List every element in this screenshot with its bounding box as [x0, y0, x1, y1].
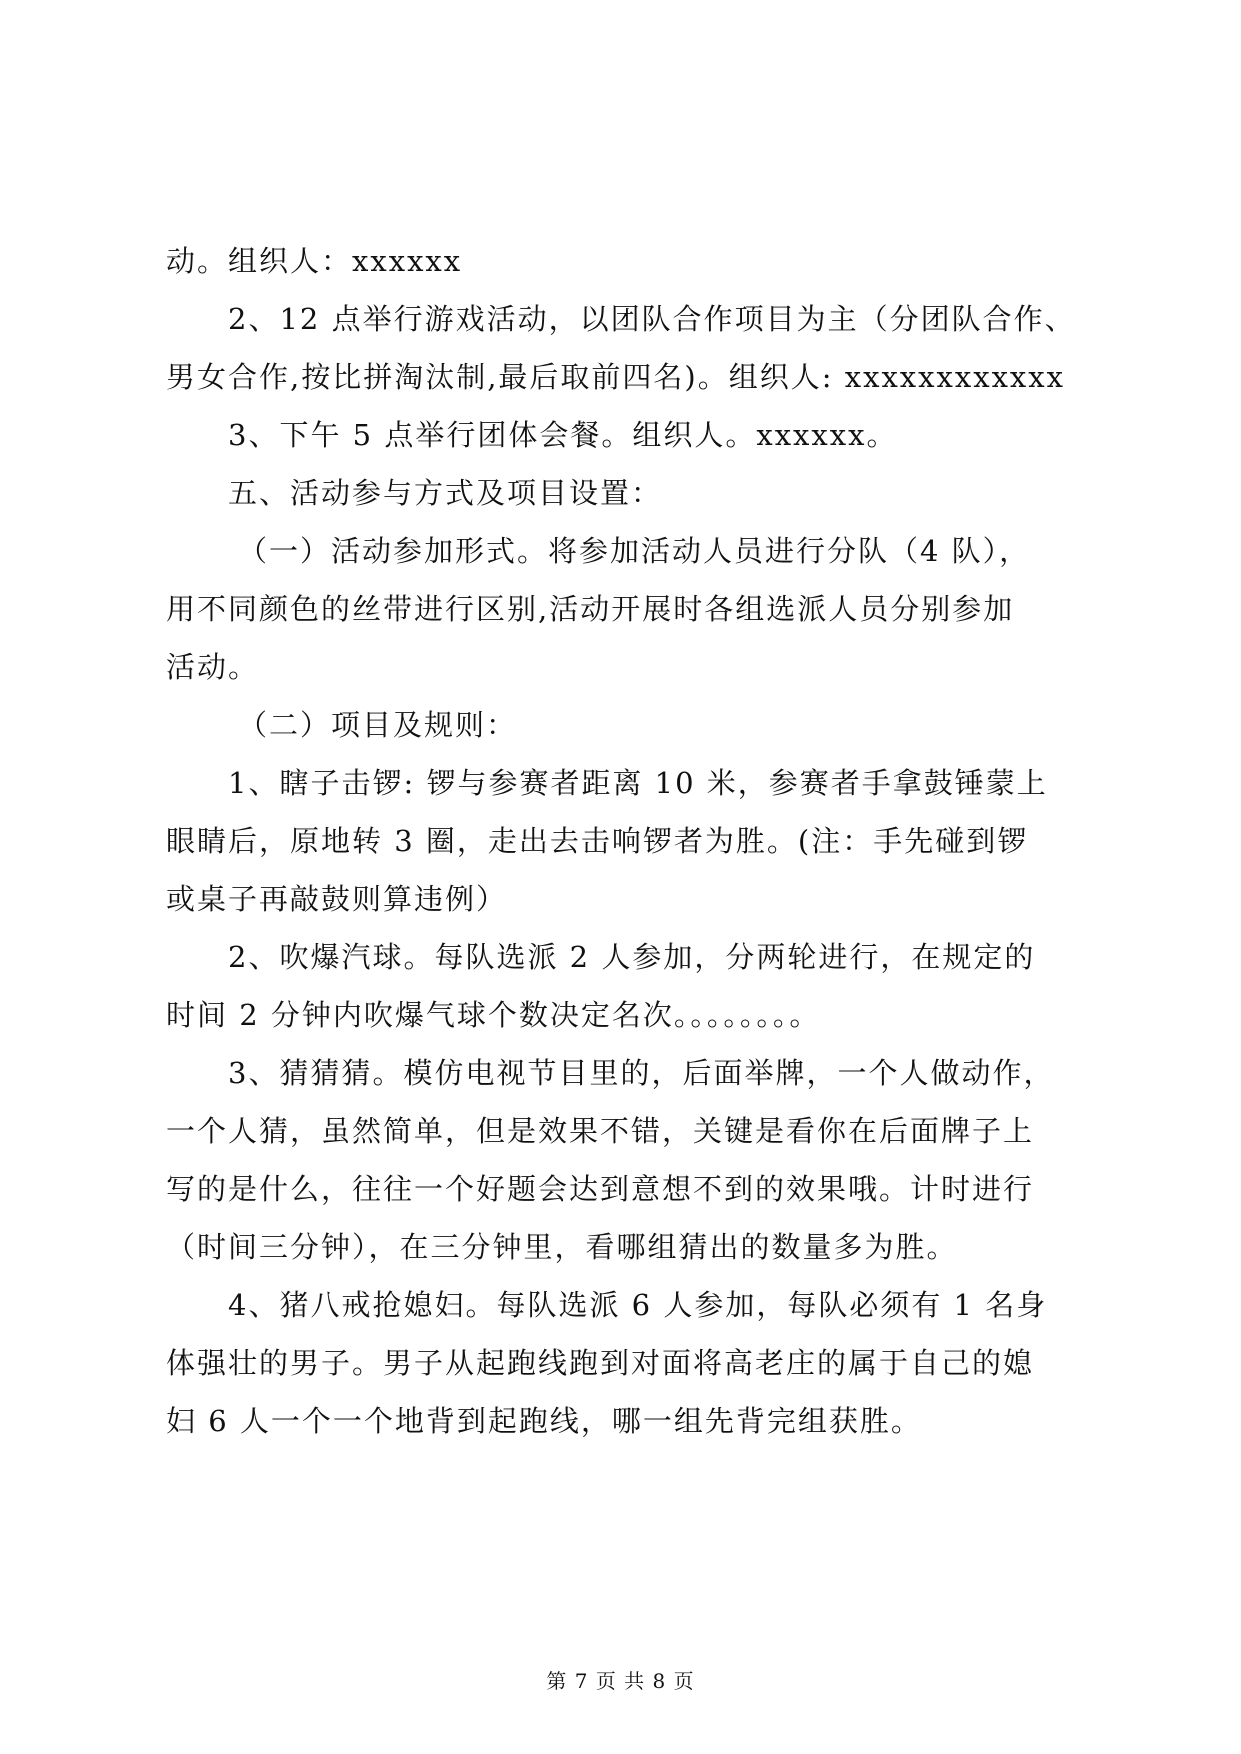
text-line: 3、猜猜猜。模仿电视节目里的，后面举牌，一个人做动作， — [228, 1056, 1055, 1090]
text-line: （时间三分钟），在三分钟里，看哪组猜出的数量多为胜。 — [166, 1230, 958, 1264]
document-body — [166, 232, 1106, 1450]
page-number: 第 7 页 共 8 页 — [546, 1669, 695, 1693]
text-line: 用不同颜色的丝带进行区别,活动开展时各组选派人员分别参加 — [166, 592, 1015, 626]
text-line: 动。组织人：xxxxxx — [166, 244, 463, 278]
text-line: 妇 6 人一个一个地背到起跑线，哪一组先背完组获胜。 — [166, 1404, 922, 1438]
page-footer — [0, 1665, 1241, 1694]
subsection-heading: （二）项目及规则： — [238, 708, 518, 742]
text-line: 3、下午 5 点举行团体会餐。组织人。xxxxxx。 — [228, 418, 898, 452]
text-line: 男女合作,按比拼淘汰制,最后取前四名)。组织人: xxxxxxxxxxxx — [166, 360, 1065, 394]
text-line: 体强壮的男子。男子从起跑线跑到对面将高老庄的属于自己的媳 — [166, 1346, 1035, 1380]
section-heading: 五、活动参与方式及项目设置： — [228, 476, 663, 510]
subsection-heading: （一）活动参加形式。将参加活动人员进行分队（4 队）， — [238, 534, 1031, 568]
text-line: 2、吹爆汽球。每队选派 2 人参加，分两轮进行，在规定的 — [228, 940, 1036, 974]
text-line: 眼睛后，原地转 3 圈，走出去击响锣者为胜。(注：手先碰到锣 — [166, 824, 1029, 858]
text-line: 4、猪八戒抢媳妇。每队选派 6 人参加，每队必须有 1 名身 — [228, 1288, 1048, 1322]
text-line: 1、瞎子击锣: 锣与参赛者距离 10 米，参赛者手拿鼓锤蒙上 — [228, 766, 1048, 800]
text-line: 2、12 点举行游戏活动，以团队合作项目为主（分团队合作、 — [228, 302, 1076, 336]
text-line: 活动。 — [166, 650, 260, 684]
text-line: 时间 2 分钟内吹爆气球个数决定名次。。。。。。。。 — [166, 998, 821, 1032]
text-line: 或桌子再敲鼓则算违例） — [166, 882, 508, 916]
text-line: 一个人猜，虽然简单，但是效果不错，关键是看你在后面牌子上 — [166, 1114, 1035, 1148]
text-line: 写的是什么，往往一个好题会达到意想不到的效果哦。计时进行 — [166, 1172, 1035, 1206]
